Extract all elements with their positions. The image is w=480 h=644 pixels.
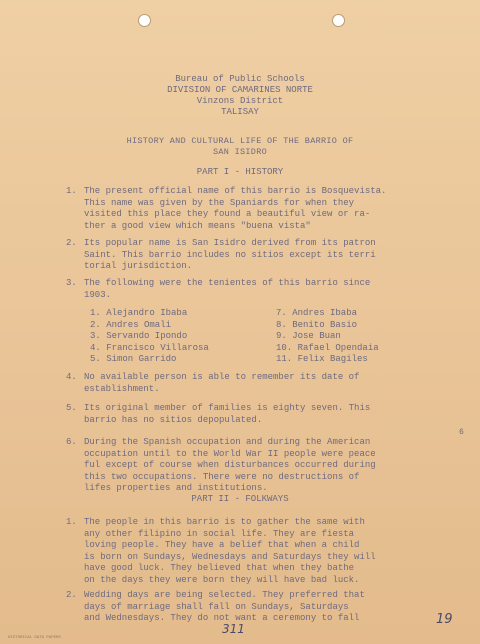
letterhead: [0, 74, 480, 118]
paragraph-number: 1.: [66, 517, 77, 527]
margin-mark: 6: [459, 428, 464, 437]
paragraph-text: Wedding days are being selected. They preferred that days of marriage shall fall on Sundays, Saturdays and Wednesdays. They do not want a ceremony to fall: [84, 590, 365, 623]
title-line-1: HISTORY AND CULTURAL LIFE OF THE BARRIO OF: [126, 136, 354, 146]
paragraph-text: Its popular name is San Isidro derived from its patron Saint. This barrio includes no sitios except its terri torial jurisdiction.: [84, 238, 376, 271]
part-1-heading: PART I - HISTORY: [196, 167, 284, 177]
document-title: [70, 136, 410, 158]
division-line: DIVISION OF CAMARINES NORTE: [167, 85, 313, 95]
paragraph-number: 2.: [66, 238, 77, 248]
paragraph-text: The following were the tenientes of this barrio since 1903.: [84, 278, 371, 300]
paragraph-text: The people in this barrio is to gather the same with any other filipino in social life. They are fiesta loving people. They have a belief that when a child is born on Sundays, Wednesdays and Saturdays they will have good luck. They believed that when they bathe on the days they were born they will have bad luck.: [84, 517, 376, 585]
punch-hole: [138, 14, 151, 27]
title-line-2: SAN ISIDRO: [212, 147, 267, 157]
paragraph-text: During the Spanish occupation and during the American occupation until to the World War II people were peace ful except of course when disturbances occurred during this two occupations. There were no destructions of lifes properties and institutions.: [84, 437, 376, 493]
tenientes-list-right: 7. Andres Ibaba 8. Benito Basio 9. Jose Buan 10. Rafael Opendaia 11. Felix Bagiles: [276, 308, 379, 364]
town-line: TALISAY: [221, 107, 259, 117]
punch-hole: [332, 14, 345, 27]
bureau-line: Bureau of Public Schools: [175, 74, 305, 84]
paragraph-number: 5.: [66, 403, 77, 413]
tenientes-list-left: 1. Alejandro Ibaba 2. Andres Omali 3. Servando Ipondo 4. Francisco Villarosa 5. Simon Garrido: [90, 308, 209, 364]
handwritten-number: 311: [222, 622, 245, 636]
district-line: Vinzons District: [196, 96, 284, 106]
paragraph-number: 1.: [66, 186, 77, 196]
paragraph-text: The present official name of this barrio is Bosquevista. This name was given by the Spaniards for when they visited this place they found a beautiful view or ra- ther a good view which means "buena vista": [84, 186, 387, 231]
paragraph-number: 3.: [66, 278, 77, 288]
part-2-heading: PART II - FOLKWAYS: [191, 494, 289, 504]
paragraph-number: 2.: [66, 590, 77, 600]
handwritten-page-number: 19: [436, 612, 453, 627]
paragraph-text: Its original member of families is eighty seven. This barrio has no sitios depopulated.: [84, 403, 371, 425]
microfilm-stamp: HISTORICAL DATA PAPERS: [8, 636, 61, 640]
paragraph-number: 4.: [66, 372, 77, 382]
paragraph-number: 6.: [66, 437, 77, 447]
paragraph-text: No available person is able to remember its date of establishment.: [84, 372, 360, 394]
